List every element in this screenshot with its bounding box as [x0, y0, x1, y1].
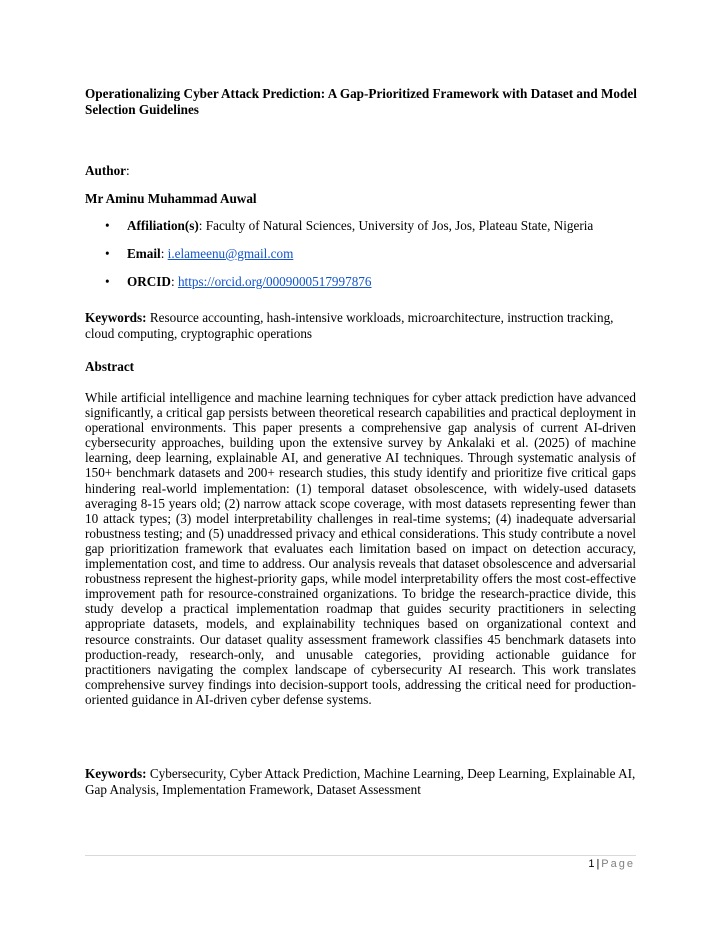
orcid-item: • ORCID: https://orcid.org/0009000517997876: [105, 274, 372, 289]
page-number: 1: [588, 858, 595, 870]
page-footer: [588, 858, 635, 870]
affiliation-item: • Affiliation(s): Faculty of Natural Sciences, University of Jos, Jos, Plateau State, Nigeria: [105, 218, 594, 233]
author-info-list: [85, 218, 593, 302]
author-label: Author: [85, 163, 127, 178]
bullet-icon: •: [105, 218, 110, 233]
keywords-bottom: [85, 766, 645, 798]
author-name: Mr Aminu Muhammad Auwal: [85, 191, 257, 206]
bullet-icon: •: [105, 246, 110, 261]
email-link[interactable]: i.elameenu@gmail.com: [167, 246, 294, 261]
email-item: • Email: i.elameenu@gmail.com: [105, 246, 294, 261]
orcid-link[interactable]: https://orcid.org/0009000517997876: [177, 274, 372, 289]
page-separator: |: [596, 858, 600, 870]
page-word: Page: [601, 858, 635, 870]
keywords-top-label: Keywords:: [85, 310, 147, 325]
author-heading: Author:: [85, 163, 130, 178]
abstract-body: While artificial intelligence and machine learning techniques for cyber attack prediction have advanced significantly, a critical gap persists between theoretical research capabilities and practical deployment in operational environments. This paper presents a comprehensive gap analysis of current AI-driven cybersecurity approaches, building upon the extensive survey by Ankalaki et al. (2025) of machine learning, deep learning, explainable AI, and generative AI techniques. Through systematic analysis of 150+ benchmark datasets and 200+ research studies, this study identify and prioritize five critical gaps hindering real-world implementation: (1) temporal dataset obsolescence, with widely-used datasets averaging 8-15 years old; (2) narrow attack scope coverage, with most datasets representing fewer than 10 attack types; (3) model interpretability challenges in real-time systems; (4) inadequate adversarial robustness testing; and (5) unaddressed privacy and ethical considerations. This study contribute a novel gap prioritization framework that evaluates each limitation based on impact on detection accuracy, implementation cost, and time to address. Our analysis reveals that dataset obsolescence and adversarial robustness represent the highest-priority gaps, while model interpretability offers the most cost-effective improvement path for resource-constrained organizations. To bridge the research-practice divide, this study develop a practical implementation roadmap that guides security practitioners in selecting appropriate datasets, models, and explainability techniques based on organizational context and resource constraints. Our dataset quality assessment framework classifies 45 benchmark datasets into production-ready, research-only, and unusable categories, providing actionable guidance for practitioners navigating the complex landscape of cybersecurity AI research. This work translates comprehensive survey findings into decision-support tools, addressing the critical need for production-oriented guidance in AI-driven cyber defense systems.: [85, 390, 636, 707]
keywords-bottom-label: Keywords:: [85, 766, 147, 781]
bullet-icon: •: [105, 274, 110, 289]
abstract-heading: Abstract: [85, 359, 135, 374]
orcid-label: ORCID: [127, 274, 171, 289]
footer-divider: [85, 855, 636, 856]
keywords-top-text: Resource accounting, hash-intensive workloads, microarchitecture, instruction tracking, cloud computing, cryptographic operations: [85, 310, 614, 341]
keywords-bottom-text: Cybersecurity, Cyber Attack Prediction, Machine Learning, Deep Learning, Explainable AI, Gap Analysis, Implementation Framework, Dataset Assessment: [85, 766, 636, 797]
paper-title: Operationalizing Cyber Attack Prediction: A Gap-Prioritized Framework with Dataset and Model Selection Guidelines: [85, 86, 637, 117]
affiliation-value: Faculty of Natural Sciences, University of Jos, Jos, Plateau State, Nigeria: [205, 218, 594, 233]
affiliation-label: Affiliation(s): [127, 218, 199, 233]
keywords-top: [85, 310, 645, 342]
email-label: Email: [127, 246, 161, 261]
